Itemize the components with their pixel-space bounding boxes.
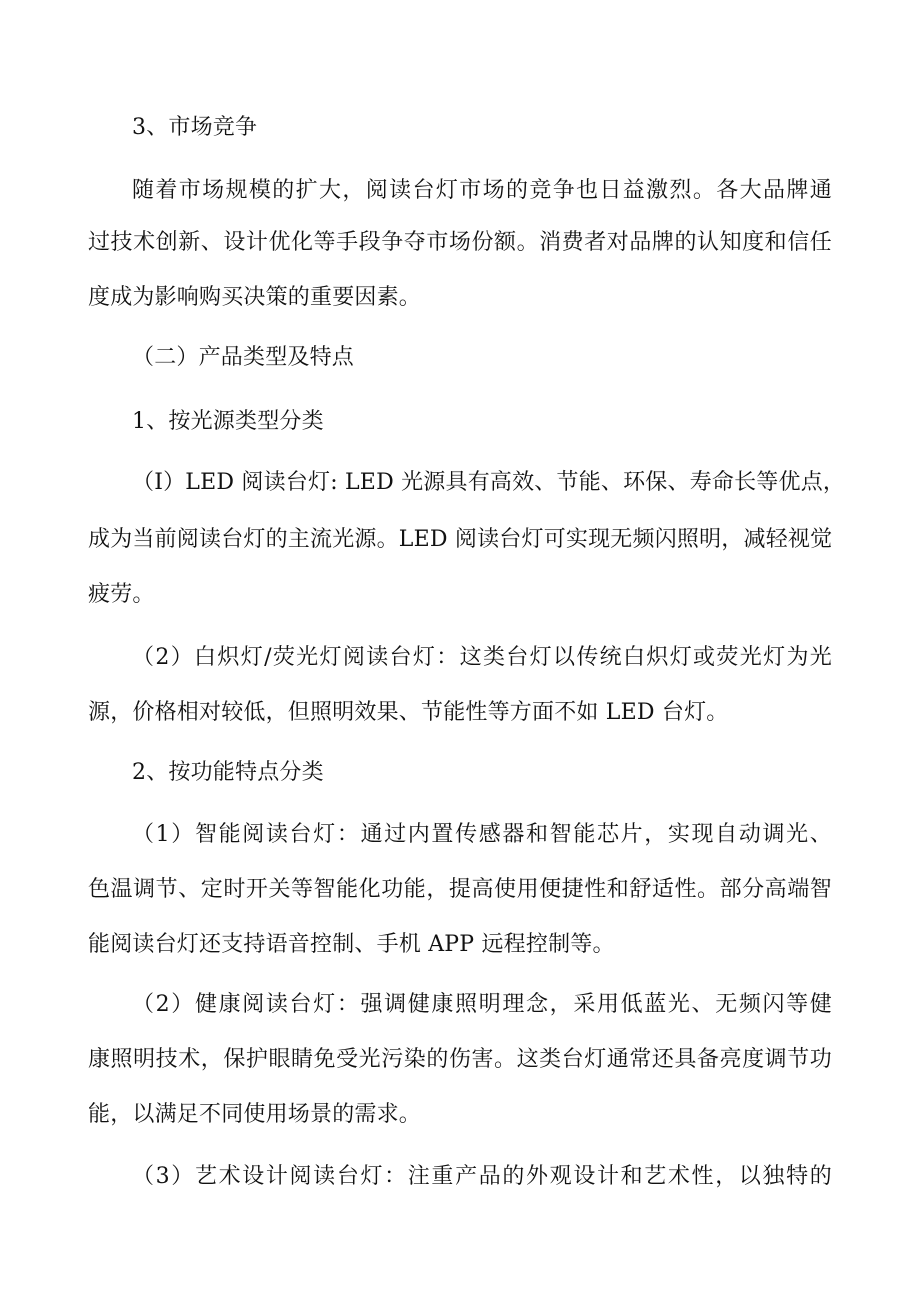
heading-market-competition: 3、市场竞争 [132, 115, 258, 140]
paragraph-line: 过技术创新、设计优化等手段争夺市场份额。消费者对品牌的认知度和信任 [88, 230, 832, 255]
paragraph-line: 源，价格相对较低，但照明效果、节能性等方面不如 LED 台灯。 [88, 700, 729, 725]
paragraph-line: 能，以满足不同使用场景的需求。 [88, 1102, 422, 1127]
section-heading-product-types: （二）产品类型及特点 [132, 345, 355, 370]
paragraph-line: 疲劳。 [88, 582, 155, 607]
paragraph-line: 康照明技术，保护眼睛免受光污染的伤害。这类台灯通常还具备亮度调节功 [88, 1047, 832, 1072]
paragraph-line: （I）LED 阅读台灯: LED 光源具有高效、节能、环保、寿命长等优点， [132, 470, 846, 495]
paragraph-line: （3）艺术设计阅读台灯：注重产品的外观设计和艺术性，以独特的 [132, 1164, 832, 1189]
paragraph-line: （2）白炽灯/荧光灯阅读台灯：这类台灯以传统白炽灯或荧光灯为光 [132, 645, 832, 670]
subheading-light-source: 1、按光源类型分类 [132, 409, 324, 434]
paragraph-line: （1）智能阅读台灯：通过内置传感器和智能芯片，实现自动调光、 [132, 822, 832, 847]
paragraph-line: 度成为影响购买决策的重要因素。 [88, 285, 422, 310]
paragraph-line: 随着市场规模的扩大，阅读台灯市场的竞争也日益激烈。各大品牌通 [132, 178, 832, 203]
paragraph-line: 色温调节、定时开关等智能化功能，提高使用便捷性和舒适性。部分高端智 [88, 877, 832, 902]
paragraph-line: 能阅读台灯还支持语音控制、手机 APP 远程控制等。 [88, 932, 615, 957]
subheading-function: 2、按功能特点分类 [132, 760, 324, 785]
paragraph-line: 成为当前阅读台灯的主流光源。LED 阅读台灯可实现无频闪照明，减轻视觉 [88, 527, 833, 552]
paragraph-line: （2）健康阅读台灯：强调健康照明理念，采用低蓝光、无频闪等健 [132, 992, 832, 1017]
